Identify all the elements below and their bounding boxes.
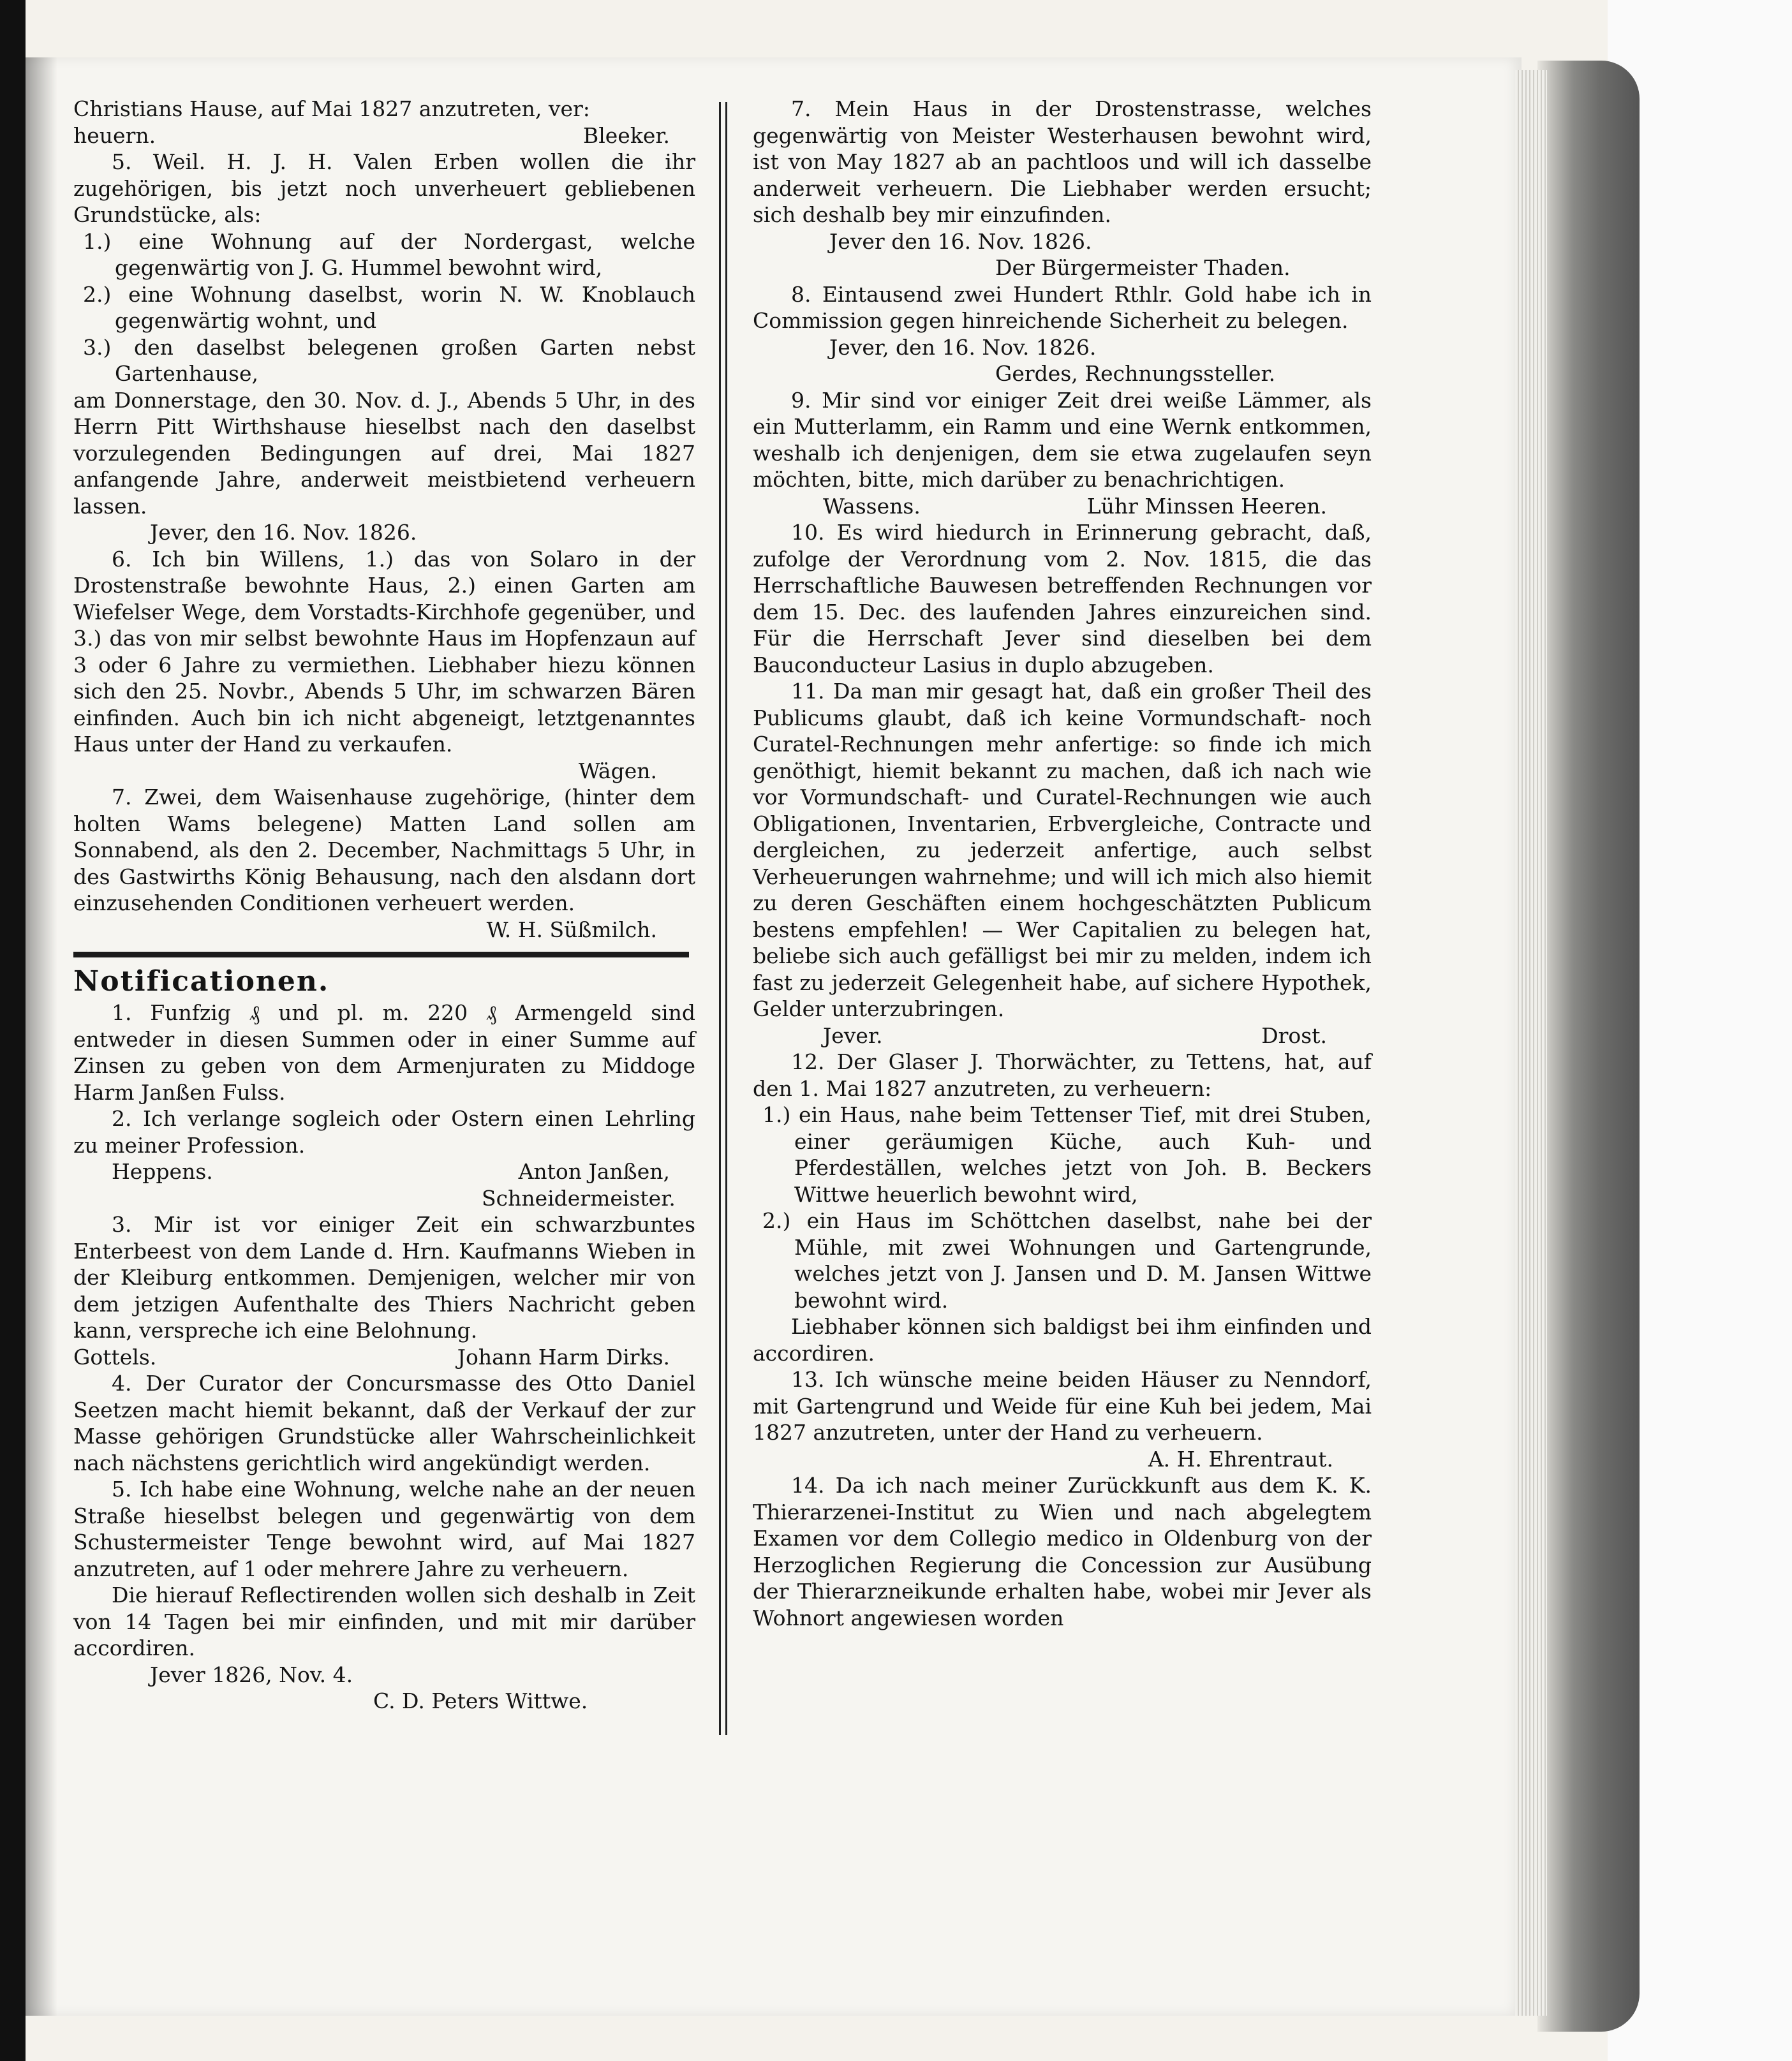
r-item12-sub1: 1.) ein Haus, nahe beim Tettenser Tief, mit drei Stuben, einer geräumigen Küche, auch Kuh- und Pferdeställen, welches jetzt von Joh. B. Beckers Wittwe heuerlich bewohnt wird, — [762, 1102, 1372, 1207]
notification-3-name: Johann Harm Dirks. — [457, 1344, 670, 1370]
r-item11-name: Drost. — [1261, 1023, 1327, 1048]
section-heading: Notificationen. — [73, 965, 330, 998]
item7-signature: W. H. Süßmilch. — [486, 917, 657, 942]
top-line-2-text: heuern. — [73, 122, 156, 148]
r-item13-body: 13. Ich wünsche meine beiden Häuser zu Nenndorf, mit Gartengrund und Weide für eine Kuh bei jedem, Mai 1827 anzutreten, unter der Hand zu verheuern. — [753, 1367, 1372, 1445]
r-item12-sub2: 2.) ein Haus im Schöttchen daselbst, nahe bei der Mühle, mit zwei Wohnungen und Gartengrunde, welches jetzt von J. Jansen und D. M. Jansen Wittwe bewohnt wird. — [762, 1208, 1372, 1313]
notification-2-title: Schneidermeister. — [482, 1185, 676, 1211]
notification-3-place: Gottels. — [73, 1344, 157, 1370]
left-column — [73, 96, 695, 1715]
r-item9-signature — [753, 493, 1372, 520]
r-item11-place: Jever. — [823, 1023, 883, 1048]
item5-intro: 5. Weil. H. J. H. Valen Erben wollen die ihr zugehörigen, bis jetzt noch unverheuert gebliebenen Grundstücke, als: — [73, 149, 695, 227]
r-item7-date: Jever den 16. Nov. 1826. — [829, 228, 1092, 254]
item6-body: 6. Ich bin Willens, 1.) das von Solaro in der Drostenstraße bewohnte Haus, 2.) einen Garten am Wiefelser Wege, dem Vorstadts-Kirchhofe gegenüber, und 3.) das von mir selbst bewohnte Haus im Hopfenzaun auf 3 oder 6 Jahre zu vermiethen. Liebhaber hiezu können sich den 25. Novbr., Abends 5 Uhr, im schwarzen Bären einfinden. Auch bin ich nicht abgeneigt, letztgenanntes Haus unter der Hand zu verkaufen. — [73, 546, 695, 757]
r-item11-body: 11. Da man mir gesagt hat, daß ein großer Theil des Publicums glaubt, daß ich keine Vormundschaft- noch Curatel-Rechnungen mehr anfertige: so finde ich mich genöthigt, hiemit bekannt zu machen, daß ich nach wie vor Vormundschaft- und Curatel-Rechnungen wie auch Obligationen, Inventarien, Erbvergleiche, Contracte und dergleichen, zu jederzeit anfertige, auch selbst Verheuerungen wahrnehme; und will ich mich also hiemit zu deren Geschäften einem hochgeschätzten Publicum bestens empfehlen! — Wer Capitalien zu belegen hat, beliebe sich auch gefälligst bei mir zu melden, indem ich fast zu jederzeit Gelegenheit habe, auf sichere Hypothek, Gelder unterzubringen. — [753, 679, 1372, 1021]
dark-background-left — [0, 0, 26, 2061]
notification-2-place: Heppens. — [112, 1159, 213, 1184]
spine-shadow — [26, 57, 57, 2016]
notification-2-signature — [73, 1158, 695, 1185]
top-signature: Bleeker. — [582, 122, 670, 148]
item6-signature: Wägen. — [578, 758, 657, 783]
top-line-2 — [73, 122, 695, 149]
notification-2-name: Anton Janßen, — [518, 1159, 670, 1184]
r-item12-intro: 12. Der Glaser J. Thorwächter, zu Tettens, hat, auf den 1. Mai 1827 anzutreten, zu verheuern: — [753, 1049, 1372, 1101]
item5-date: Jever, den 16. Nov. 1826. — [150, 520, 417, 545]
item5-sub1: 1.) eine Wohnung auf der Nordergast, welche gegenwärtig von J. G. Hummel bewohnt wird, — [83, 228, 695, 280]
r-item9-place: Wassens. — [823, 493, 921, 519]
r-item13-signature: A. H. Ehrentraut. — [1148, 1446, 1333, 1472]
notification-3: 3. Mir ist vor einiger Zeit ein schwarzbuntes Enterbeest von dem Lande d. Hrn. Kaufmanns Wieben in der Kleiburg entkommen. Demjenigen, welcher mir von dem jetzigen Aufenthalte des Thiers Nachricht geben kann, verspreche ich eine Belohnung. — [73, 1212, 695, 1343]
section-rule — [73, 952, 689, 957]
notification-5-signature: C. D. Peters Wittwe. — [373, 1688, 588, 1713]
item5-body: am Donnerstage, den 30. Nov. d. J., Abends 5 Uhr, in des Herrn Pitt Wirthshause hieselbst nach den daselbst vorzulegenden Bedingungen auf drei, Mai 1827 anfangende Jahre, anderweit meistbietend verheuern lassen. — [73, 387, 695, 519]
r-item8-signature: Gerdes, Rechnungssteller. — [995, 361, 1276, 386]
notification-5: 5. Ich habe eine Wohnung, welche nahe an der neuen Straße hieselbst belegen und gegenwärtig von dem Schustermeister Tenge bewohnt wird, auf Mai 1827 anzutreten, auf 1 oder mehrere Jahre zu verheuern. — [73, 1477, 695, 1581]
notification-5-continued: Die hierauf Reflectirenden wollen sich deshalb in Zeit von 14 Tagen bei mir einfinden, und mit mir darüber accordiren. — [73, 1583, 695, 1660]
item7-body: 7. Zwei, dem Waisenhause zugehörige, (hinter dem holten Wams belegene) Matten Land sollen am Sonnabend, als den 2. December, Nachmittags 5 Uhr, in des Gastwirths König Behausung, nach den alsdann dort einzusehenden Conditionen verheuert werden. — [73, 785, 695, 915]
r-item14-body: 14. Da ich nach meiner Zurückkunft aus dem K. K. Thierarzenei-Institut zu Wien und nach abgelegtem Examen vor dem Collegio medico in Oldenburg von der Herzoglichen Regierung die Concession zur Ausübung der Thierarzneikunde erhalten habe, wobei mir Jever als Wohnort angewiesen worden — [753, 1473, 1372, 1630]
book-cover-edge — [1537, 61, 1640, 2032]
r-item9-name: Lühr Minssen Heeren. — [1086, 493, 1327, 519]
item5-sub3: 3.) den daselbst belegenen großen Garten nebst Gartenhause, — [83, 334, 695, 386]
r-item8-body: 8. Eintausend zwei Hundert Rthlr. Gold habe ich in Commission gegen hinreichende Sicherheit zu belegen. — [753, 281, 1372, 333]
r-item7-body: 7. Mein Haus in der Drostenstrasse, welches gegenwärtig von Meister Westerhausen bewohnt wird, ist von May 1827 ab an pachtloos und will ich dasselbe anderweit verheuern. Die Liebhaber werden ersucht; sich deshalb bey mir einzufinden. — [753, 96, 1372, 227]
right-column — [753, 96, 1372, 1631]
notification-2: 2. Ich verlange sogleich oder Ostern einen Lehrling zu meiner Profession. — [73, 1106, 695, 1158]
item5-sub2: 2.) eine Wohnung daselbst, worin N. W. Knoblauch gegenwärtig wohnt, und — [83, 281, 695, 333]
r-item10-body: 10. Es wird hiedurch in Erinnerung gebracht, daß, zufolge der Verordnung vom 2. Nov. 1815, die das Herrschaftliche Bauwesen betreffenden Rechnungen vor dem 15. Dec. des laufenden Jahres einzureichen sind. Für die Herrschaft Jever sind dieselben bei dem Bauconducteur Lasius in duplo abzugeben. — [753, 520, 1372, 677]
column-divider-line — [719, 102, 721, 1735]
r-item12-body: Liebhaber können sich baldigst bei ihm einfinden und accordiren. — [753, 1314, 1372, 1366]
page-stack-edge — [1515, 70, 1547, 2016]
column-divider-line-2 — [725, 102, 727, 1735]
r-item11-signature — [753, 1023, 1372, 1049]
notification-1: 1. Funfzig ₰ und pl. m. 220 ₰ Armengeld sind entweder in diesen Summen oder in einer Summe auf Zinsen zu geben von dem Armenjuraten zu Middoge Harm Janßen Fulss. — [73, 1000, 695, 1105]
notification-3-signature — [73, 1344, 695, 1371]
notification-5-date: Jever 1826, Nov. 4. — [150, 1662, 353, 1687]
r-item9-body: 9. Mir sind vor einiger Zeit drei weiße Lämmer, als ein Mutterlamm, ein Ramm und eine Wernk entkommen, weshalb ich denjenigen, dem sie etwa zugelaufen seyn möchten, bitte, mich darüber zu benachrichtigen. — [753, 387, 1372, 492]
top-line-1: Christians Hause, auf Mai 1827 anzutreten, ver: — [73, 96, 590, 121]
notification-4: 4. Der Curator der Concursmasse des Otto Daniel Seetzen macht hiemit bekannt, daß der Verkauf der zur Masse gehörigen Grundstücke aller Wahrscheinlichkeit nach nächstens gerichtlich wird angekündigt werden. — [73, 1371, 695, 1475]
r-item7-signature: Der Bürgermeister Thaden. — [995, 255, 1291, 280]
r-item8-date: Jever, den 16. Nov. 1826. — [829, 334, 1097, 360]
